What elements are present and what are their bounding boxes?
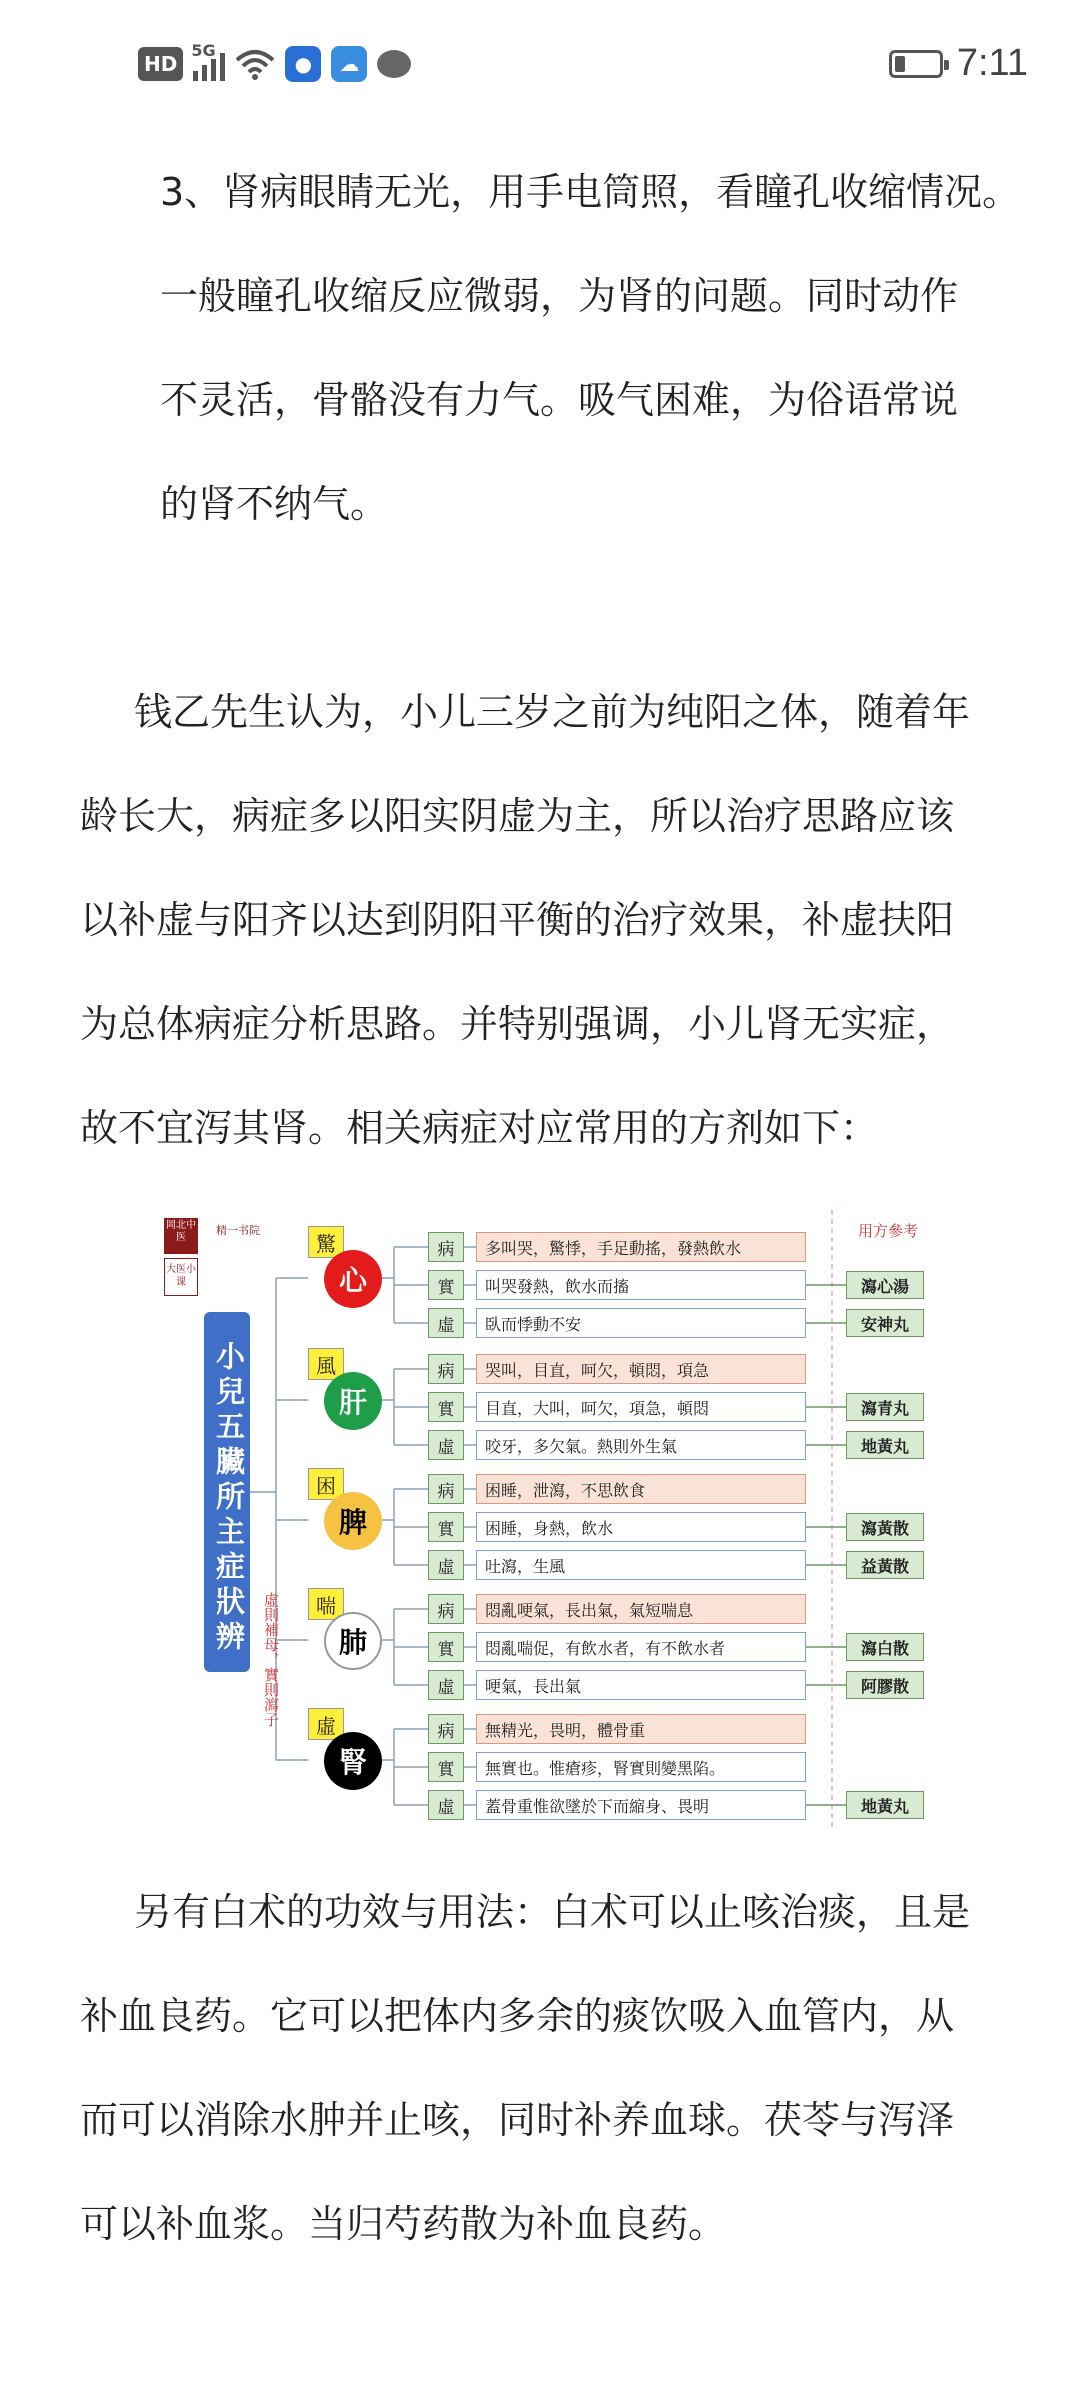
text-line: 龄长大，病症多以阳实阴虚为主，所以治疗思路应该 [80,794,955,838]
row-type-tag: 虛 [428,1550,464,1580]
prescription-box: 瀉黃散 [846,1513,924,1541]
symptom-box: 無實也。惟瘡疹，腎實則變黑陷。 [476,1752,806,1782]
paragraph-kidney-eyes [160,140,1020,556]
symptom-box: 叫哭發熱，飲水而搐 [476,1270,806,1300]
row-type-tag: 虛 [428,1670,464,1700]
five-organs-diagram [158,1200,938,1840]
prescription-box: 瀉青丸 [846,1393,924,1421]
symptom-box: 哽氣，長出氣 [476,1670,806,1700]
organ-tag: 驚 [308,1226,344,1258]
symptom-box: 困睡，泄瀉，不思飲食 [476,1474,806,1504]
organ-tag: 虛 [308,1708,344,1740]
status-left [138,41,411,82]
paragraph-baizhu [80,1860,1020,2276]
row-type-tag: 實 [428,1752,464,1782]
symptom-box: 哭叫，目直，呵欠，頓悶，項急 [476,1354,806,1384]
logo-seal: 岡北中医 [164,1218,198,1254]
text-line: 故不宜泻其肾。相关病症对应常用的方剂如下： [80,1106,879,1150]
text-line: 为总体病症分析思路。并特别强调，小儿肾无实症， [80,1002,955,1046]
side-note: 虛則補母，實則瀉子 [262,1592,280,1727]
row-type-tag: 虛 [428,1790,464,1820]
row-type-tag: 實 [428,1270,464,1300]
hd-icon: HD [138,47,183,81]
diagram-title: 小兒五臟所主症狀辨別 [204,1312,250,1672]
text-line: 的肾不纳气。 [160,482,389,526]
status-right [889,42,1028,85]
organ-tag: 困 [308,1468,344,1500]
organ-heart: 心 [324,1250,382,1308]
network-type: 5G [191,41,216,60]
paragraph-qian-yi [80,660,1020,1180]
text-line: 3、肾病眼睛无光，用手电筒照，看瞳孔收缩情况。 [160,170,1021,214]
organ-kidney: 腎 [324,1732,382,1790]
organ-tag: 風 [308,1348,344,1380]
logo-text: 精一书院 [216,1224,260,1237]
wifi-icon [235,48,275,80]
row-type-tag: 病 [428,1714,464,1744]
symptom-box: 悶亂喘促，有飲水者，有不飲水者 [476,1632,806,1662]
symptom-box: 吐瀉，生風 [476,1550,806,1580]
signal-icon [191,41,225,81]
battery-fill [895,56,906,72]
symptom-box: 目直，大叫，呵欠，項急，頓悶 [476,1392,806,1422]
symptom-box: 無精光，畏明，體骨重 [476,1714,806,1744]
text-line: 不灵活，骨骼没有力气。吸气困难，为俗语常说 [160,378,959,422]
prescription-header: 用方參考 [858,1222,919,1240]
chat-icon [377,50,411,78]
text-line: 以补虚与阳齐以达到阴阳平衡的治疗效果，补虚扶阳 [80,898,955,942]
row-type-tag: 病 [428,1354,464,1384]
row-type-tag: 虛 [428,1308,464,1338]
text-line: 补血良药。它可以把体内多余的痰饮吸入血管内，从 [80,1994,955,2038]
row-type-tag: 病 [428,1594,464,1624]
row-type-tag: 實 [428,1632,464,1662]
logo-small-class: 大医小课 [164,1258,198,1296]
symptom-box: 蓋骨重惟欲墜於下而縮身、畏明 [476,1790,806,1820]
row-type-tag: 虛 [428,1430,464,1460]
text-line: 而可以消除水肿并止咳，同时补养血球。茯苓与泻泽 [80,2098,955,2142]
prescription-box: 地黃丸 [846,1791,924,1819]
text-line: 一般瞳孔收缩反应微弱，为肾的问题。同时动作 [160,274,959,318]
symptom-box: 臥而悸動不安 [476,1308,806,1338]
row-type-tag: 實 [428,1512,464,1542]
weather-app-icon: ☁ [331,46,367,82]
clock: 7:11 [956,42,1028,84]
organ-spleen: 脾 [324,1492,382,1550]
battery-icon [889,50,943,78]
symptom-box: 咬牙，多欠氣。熱則外生氣 [476,1430,806,1460]
status-bar [0,0,1080,130]
symptom-box: 困睡，身熱，飲水 [476,1512,806,1542]
organ-liver: 肝 [324,1372,382,1430]
row-type-tag: 病 [428,1232,464,1262]
prescription-box: 安神丸 [846,1309,924,1337]
text-line: 可以补血浆。当归芍药散为补血良药。 [80,2202,727,2246]
prescription-box: 益黃散 [846,1551,924,1579]
symptom-box: 悶亂哽氣，長出氣，氣短喘息 [476,1594,806,1624]
text-line: 钱乙先生认为，小儿三岁之前为纯阳之体，随着年 [134,690,971,734]
organ-lung: 肺 [324,1612,382,1670]
text-line: 另有白术的功效与用法：白术可以止咳治痰，且是 [134,1890,971,1934]
row-type-tag: 實 [428,1392,464,1422]
prescription-box: 地黃丸 [846,1431,924,1459]
bulb-app-icon: ● [285,46,321,82]
prescription-box: 瀉心湯 [846,1271,924,1299]
row-type-tag: 病 [428,1474,464,1504]
prescription-box: 阿膠散 [846,1671,924,1699]
prescription-box: 瀉白散 [846,1633,924,1661]
symptom-box: 多叫哭，驚悸，手足動搖，發熱飲水 [476,1232,806,1262]
organ-tag: 喘 [308,1588,344,1620]
